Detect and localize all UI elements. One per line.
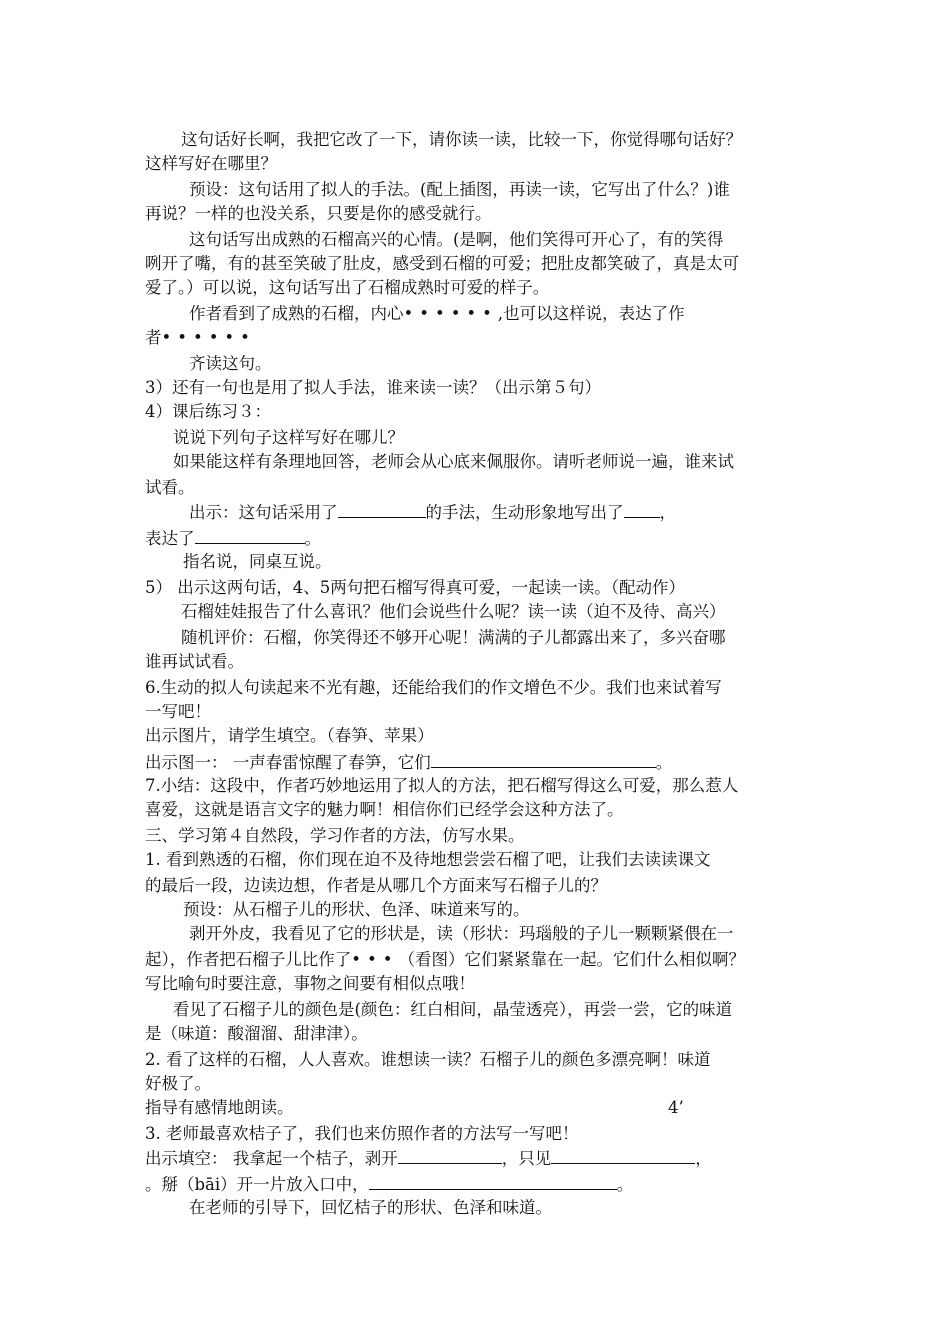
text-line: 剥开外皮，我看见了它的形状是，读（形状：玛瑙般的子儿一颗颗紧偎在一 bbox=[189, 924, 734, 943]
text-line: 这句话写出成熟的石榴高兴的心情。(是啊，他们笑得可开心了，有的笑得 bbox=[189, 230, 724, 249]
text-line: 再说？一样的也没关系，只要是你的感受就行。 bbox=[145, 204, 492, 223]
ellipsis-dots: •••••• bbox=[403, 304, 498, 323]
text-line bbox=[145, 326, 825, 350]
text-line: 随机评价：石榴，你笑得还不够开心呢！满满的子儿都露出来了，多兴奋哪 bbox=[181, 628, 726, 647]
text-line bbox=[145, 1096, 825, 1120]
text-line: 齐读这句。 bbox=[189, 354, 272, 373]
text-line bbox=[145, 1146, 825, 1170]
text-segment: （看图）它们紧紧靠在一起。它们什么相似啊？ bbox=[398, 950, 745, 969]
text-segment: ，只见 bbox=[501, 1149, 552, 1168]
text-line: 看见了石榴子儿的颜色是(颜色：红白相间，晶莹透亮），再尝一尝，它的味道 bbox=[173, 1000, 733, 1019]
text-line: 喜爱，这就是语言文字的魅力啊！相信你们已经学会这种方法了。 bbox=[145, 800, 624, 819]
page-number: 4’ bbox=[668, 1098, 684, 1117]
text-line: 预设：这句话用了拟人的手法。(配上插图，再读一读，它写出了什么？)谁 bbox=[189, 180, 730, 199]
text-line: 1. 看到熟透的石榴，你们现在迫不及待地想尝尝石榴了吧，让我们去读读课文 bbox=[145, 850, 711, 869]
text-segment: 者 bbox=[145, 328, 162, 347]
text-line bbox=[145, 302, 869, 326]
text-line: 试看。 bbox=[145, 478, 195, 497]
text-segment: 。 bbox=[304, 529, 321, 548]
text-segment: ， bbox=[659, 503, 676, 522]
text-segment: 的手法，生动形象地写出了 bbox=[425, 503, 624, 522]
text-line: 好极了。 bbox=[145, 1074, 211, 1093]
text-line: 这句话好长啊，我把它改了一下，请你读一读，比较一下，你觉得哪句话好？ bbox=[181, 130, 742, 149]
text-line bbox=[145, 948, 825, 972]
text-line: 3. 老师最喜欢桔子了，我们也来仿照作者的方法写一写吧！ bbox=[145, 1124, 579, 1143]
text-line bbox=[145, 1172, 825, 1196]
fill-blank[interactable] bbox=[338, 500, 426, 518]
text-segment: 出示：这句话采用了 bbox=[189, 503, 338, 522]
text-line bbox=[145, 526, 825, 550]
fill-blank[interactable] bbox=[398, 1146, 502, 1164]
text-line: 说说下列句子这样写好在哪儿？ bbox=[173, 428, 404, 447]
text-segment: 。 bbox=[616, 1175, 634, 1194]
text-line: 是（味道：酸溜溜、甜津津）。 bbox=[145, 1024, 368, 1043]
text-line: 爱了。）可以说，这句话写出了石榴成熟时可爱的样子。 bbox=[145, 278, 550, 297]
text-segment: ， bbox=[695, 1149, 712, 1168]
text-segment: 出示填空： 我拿起一个桔子，剥开 bbox=[145, 1149, 398, 1168]
text-line: 出示图片，请学生填空。（春笋、苹果） bbox=[145, 726, 434, 745]
fill-blank[interactable] bbox=[431, 750, 656, 768]
text-segment: 表达了 bbox=[145, 529, 195, 548]
text-line: 预设：从石榴子儿的形状、色泽、味道来写的。 bbox=[183, 900, 530, 919]
fill-blank[interactable] bbox=[551, 1146, 695, 1164]
text-line: 指名说，同桌互说。 bbox=[183, 552, 332, 571]
text-segment: 起），作者把石榴子儿比作了 bbox=[145, 950, 352, 969]
fill-blank[interactable] bbox=[369, 1172, 617, 1190]
section-heading: 三、学习第４自然段，学习作者的方法，仿写水果。 bbox=[145, 826, 525, 845]
text-line: 咧开了嘴，有的甚至笑破了肚皮，感受到石榴的可爱；把肚皮都笑破了，真是太可 bbox=[145, 254, 739, 273]
text-line: 石榴娃娃报告了什么喜讯？他们会说些什么呢？读一读（迫不及待、高兴） bbox=[181, 602, 726, 621]
text-segment: 。掰（bāi）开一片放入口中， bbox=[145, 1175, 369, 1194]
text-line: 写比喻句时要注意，事物之间要有相似点哦！ bbox=[145, 974, 475, 993]
fill-blank[interactable] bbox=[195, 526, 305, 544]
fill-blank[interactable] bbox=[624, 500, 660, 518]
text-segment: 出示图一： 一声春雷惊醒了春笋，它们 bbox=[145, 753, 431, 772]
text-line: 7.小结：这段中，作者巧妙地运用了拟人的方法，把石榴写得这么可爱，那么惹人 bbox=[145, 776, 739, 795]
text-line: 的最后一段，边读边想，作者是从哪几个方面来写石榴子儿的？ bbox=[145, 876, 607, 895]
text-line: 3）还有一句也是用了拟人手法，谁来读一读？（出示第５句） bbox=[145, 378, 601, 397]
text-line: 谁再试试看。 bbox=[145, 652, 244, 671]
text-line bbox=[145, 500, 869, 524]
text-line: 2. 看了这样的石榴，人人喜欢。谁想读一读？石榴子儿的颜色多漂亮啊！味道 bbox=[145, 1050, 711, 1069]
text-line: 这样写好在哪里？ bbox=[145, 154, 277, 173]
text-line: 4）课后练习３： bbox=[145, 402, 271, 421]
text-line: 5） 出示这两句话，4、5两句把石榴写得真可爱，一起读一读。（配动作） bbox=[145, 578, 685, 597]
text-line bbox=[145, 750, 825, 774]
ellipsis-dots: ••• bbox=[351, 950, 399, 969]
text-segment: 。 bbox=[655, 753, 673, 772]
text-line: 一写吧！ bbox=[145, 702, 211, 721]
ellipsis-dots: •••••• bbox=[161, 328, 256, 347]
text-segment: 指导有感情地朗读。 bbox=[145, 1098, 294, 1117]
text-line: 如果能这样有条理地回答，老师会从心底来佩服你。请听老师说一遍，谁来试 bbox=[173, 452, 734, 471]
text-line: 6.生动的拟人句读起来不光有趣，还能给我们的作文增色不少。我们也来试着写 bbox=[145, 678, 722, 697]
text-line: 在老师的引导下，回忆桔子的形状、色泽和味道。 bbox=[189, 1198, 552, 1217]
text-segment: ,也可以这样说，表达了作 bbox=[497, 304, 685, 323]
text-segment: 作者看到了成熟的石榴，内心 bbox=[189, 304, 404, 323]
